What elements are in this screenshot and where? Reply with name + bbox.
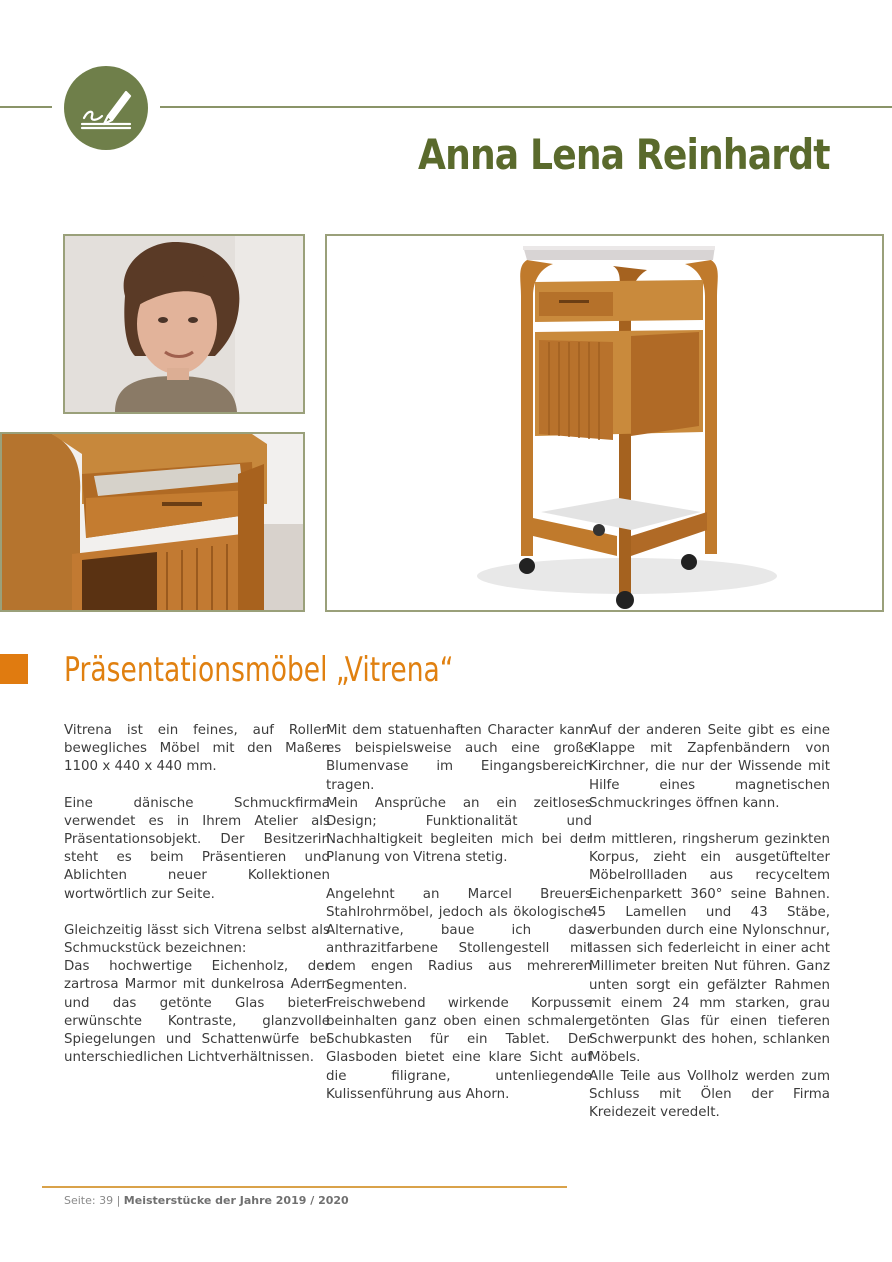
paragraph: Freischwebend wirkende Korpusse beinhalten ganz oben einen schmalen Schubkasten für ein Tablet. Der Glasboden bietet eine klare Sicht auf die filigrane, untenliegende Kulissenführung aus Ahorn.	[326, 995, 592, 1102]
footer	[64, 1194, 349, 1207]
footer-rule	[42, 1186, 567, 1188]
paragraph: Das hochwertige Eichenholz, der zartrosa Marmor mit dunkelrosa Adern und das getönte Glas bieten erwünschte Kontraste, glanzvolle Spiegelungen und Schattenwürfe bei unterschiedlichen Lichtverhältnissen.	[64, 959, 330, 1066]
header-rule-right	[160, 106, 892, 108]
paragraph: Gleichzeitig lässt sich Vitrena selbst als Schmuckstück bezeichnen:	[64, 922, 330, 957]
header-rule-left	[0, 106, 52, 108]
drawer-detail-photo	[0, 432, 305, 612]
paragraph: Mit dem statuenhaften Character kann es beispielsweise auch eine große Blumenvase im Eingangsbereich tragen.	[326, 723, 592, 793]
vitrena-furniture-photo	[325, 234, 884, 612]
paragraph: Eine dänische Schmuckfirma verwendet es in Ihrem Atelier als Präsentationsobjekt. Der Besitzerin steht es beim Präsentieren und Ablichten neuer Kollektionen wortwörtlich zur Seite.	[64, 795, 330, 902]
pen-nib-icon	[64, 66, 148, 150]
text-column-3	[589, 722, 830, 1140]
section-accent-marker	[0, 654, 28, 684]
publication-title: Meisterstücke der Jahre 2019 / 2020	[123, 1194, 349, 1207]
paragraph: Angelehnt an Marcel Breuers Stahlrohrmöbel, jedoch als ökologische Alternative, baue ich das anthrazitfarbene Stollengestell mit dem engen Radius aus mehreren Segmenten.	[326, 886, 592, 993]
text-column-2	[326, 722, 592, 1122]
paragraph: Alle Teile aus Vollholz werden zum Schluss mit Ölen der Firma Kreidezeit veredelt.	[589, 1068, 830, 1121]
text-column-1	[64, 722, 330, 1085]
designer-name: Anna Lena Reinhardt	[418, 130, 830, 179]
page-number: Seite: 39 |	[64, 1194, 121, 1207]
paragraph: Vitrena ist ein feines, auf Rollen bewegliches Möbel mit den Maßen 1100 x 440 x 440 mm.	[64, 723, 330, 775]
paragraph: Im mittleren, ringsherum gezinkten Korpus, zieht ein ausgetüftelter Möbelrollladen aus recyceltem Eichenparkett 360° seine Bahnen. 45 Lamellen und 43 Stäbe, verbunden durch eine Nylonschnur, lassen sich federleicht in einer acht Millimeter breiten Nut führen. Ganz unten sorgt ein gefälzter Rahmen mit einem 24 mm starken, grau getönten Glas für einen tieferen Schwerpunkt des hohen, schlanken Möbels.	[589, 832, 830, 1066]
paragraph: Auf der anderen Seite gibt es eine Klappe mit Zapfenbändern von Kirchner, die nur der Wissende mit Hilfe eines magnetischen Schmuckringes öffnen kann.	[589, 723, 830, 811]
portrait-photo	[63, 234, 305, 414]
paragraph: Mein Ansprüche an ein zeitloses Design; Funktionalität und Nachhaltigkeit begleiten mich bei der Planung von Vitrena stetig.	[326, 795, 592, 866]
section-title: Präsentationsmöbel „Vitrena“	[64, 650, 454, 690]
